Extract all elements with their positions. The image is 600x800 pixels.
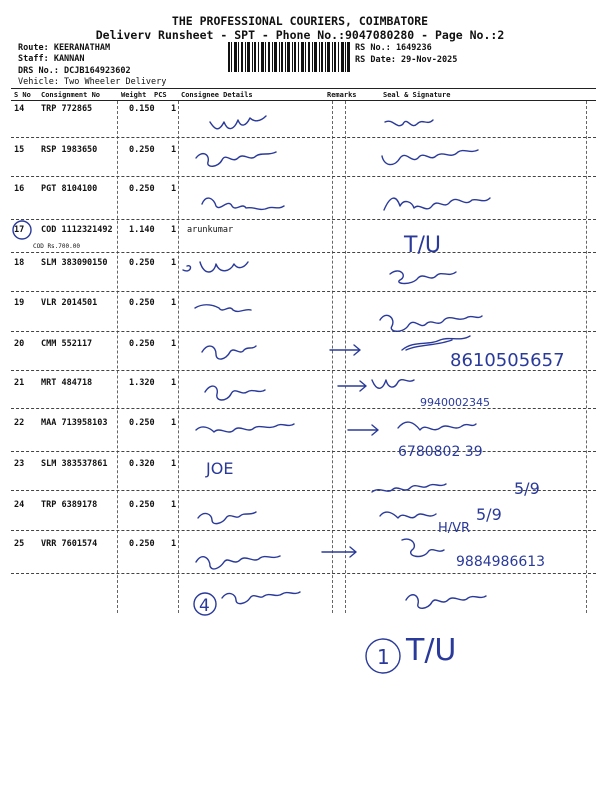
- bottom-circle-number: 1: [377, 645, 390, 669]
- row-divider: [11, 370, 596, 371]
- arrow-mark: [338, 381, 366, 391]
- signature-mark: [382, 150, 478, 165]
- signature-mark: [385, 120, 433, 126]
- row-sno: 21: [14, 378, 25, 388]
- bottom-circle: [194, 593, 216, 615]
- row-divider: [11, 573, 596, 574]
- row-consignment: MRT 484718: [41, 378, 93, 388]
- phone-number: 9940002345: [420, 396, 490, 409]
- route-label: Route: KEERANATHAM: [18, 43, 111, 53]
- row-divider: [11, 252, 596, 253]
- row-weight: 0.250: [129, 539, 155, 549]
- row-pcs: 1: [171, 459, 177, 469]
- col-remarks: Remarks: [327, 91, 357, 99]
- row-divider: [11, 331, 596, 332]
- signature-mark: [202, 198, 284, 209]
- row-weight: 0.320: [129, 459, 155, 469]
- row-pcs: 1: [171, 500, 177, 510]
- row-weight: 0.250: [129, 500, 155, 510]
- row-divider: [11, 451, 596, 452]
- row-divider: [11, 408, 596, 409]
- row-sno: 20: [14, 339, 25, 349]
- handwritten-mark: H/VR: [438, 521, 471, 536]
- col-seal-signature: Seal & Signature: [383, 91, 451, 99]
- row-divider: [11, 219, 596, 220]
- rs-number: RS No.: 1649236: [355, 43, 432, 53]
- row-pcs: 1: [171, 539, 177, 549]
- scribble-mark: [402, 539, 444, 556]
- bottom-circle: [366, 639, 400, 673]
- company-title: THE PROFESSIONAL COURIERS, COIMBATORE: [171, 14, 429, 28]
- row-divider: [11, 137, 596, 138]
- signature-mark: [406, 595, 486, 609]
- bottom-circle-number: 4: [199, 596, 210, 616]
- row-consignment: SLM 383537861: [41, 459, 108, 469]
- arrow-mark: [322, 547, 356, 557]
- row-pcs: 1: [171, 298, 177, 308]
- row-sno: 18: [14, 258, 25, 268]
- row-consignment: VRR 7601574: [41, 539, 98, 549]
- signature-mark: [183, 266, 190, 271]
- row-weight: 0.150: [129, 104, 155, 114]
- signature-mark: [390, 271, 456, 284]
- col-consignment: Consignment No: [41, 91, 101, 99]
- row-pcs: 1: [171, 184, 177, 194]
- cod-amount-note: COD Rs.700.00: [33, 243, 80, 250]
- row-sno: 16: [14, 184, 25, 194]
- row-weight: 1.140: [129, 225, 155, 235]
- phone-number: 8610505657: [450, 350, 565, 371]
- row-consignment: PGT 8104100: [41, 184, 98, 194]
- phone-number: 9884986613: [456, 554, 546, 570]
- phone-number: 6780802 39: [398, 444, 483, 460]
- col-divider: [178, 101, 179, 613]
- signature-mark: [380, 315, 482, 331]
- signature-mark: [202, 346, 256, 359]
- scribble-mark: [398, 422, 476, 430]
- row-pcs: 1: [171, 258, 177, 268]
- row-pcs: 1: [171, 225, 177, 235]
- row-weight: 1.320: [129, 378, 155, 388]
- row-pcs: 1: [171, 378, 177, 388]
- row-weight: 0.250: [129, 258, 155, 268]
- row-pcs: 1: [171, 339, 177, 349]
- signature-mark: [198, 512, 256, 524]
- row-pcs: 1: [171, 104, 177, 114]
- consignee-handwritten: JOE: [206, 459, 234, 478]
- row-sno: 14: [14, 104, 25, 114]
- row-pcs: 1: [171, 145, 177, 155]
- signature-mark: [196, 152, 276, 166]
- col-divider: [117, 101, 118, 613]
- header-bottom-rule: [11, 100, 596, 101]
- col-consignee: Consignee Details: [181, 91, 253, 99]
- col-weight: Weight: [121, 91, 147, 99]
- signature-fraction: 5/9: [476, 505, 502, 524]
- signature-mark: [222, 592, 300, 604]
- row-sno: 23: [14, 459, 25, 469]
- signature-mark: [196, 424, 294, 432]
- signature-mark: [200, 262, 248, 272]
- row-consignment: TRP 772865: [41, 104, 93, 114]
- runsheet-subtitle: Deliverv Runsheet - SPT - Phone No.:9047080280 - Page No.:2: [95, 28, 505, 42]
- signature-mark: [384, 198, 490, 210]
- row-consignee: arunkumar: [187, 225, 234, 235]
- row-weight: 0.250: [129, 418, 155, 428]
- signature-mark: [372, 380, 414, 389]
- row-weight: 0.250: [129, 298, 155, 308]
- signature-mark: [205, 386, 265, 400]
- barcode-image: [228, 42, 350, 72]
- row-consignment: VLR 2014501: [41, 298, 98, 308]
- row-consignment: TRP 6389178: [41, 500, 98, 510]
- signature-mark: [195, 305, 251, 312]
- row-sno: 24: [14, 500, 25, 510]
- row-weight: 0.250: [129, 145, 155, 155]
- col-divider: [332, 101, 333, 613]
- row-sno: 25: [14, 539, 25, 549]
- rs-date: RS Date: 29-Nov-2025: [355, 55, 458, 65]
- signature-mark: [380, 512, 436, 518]
- seal-text: T/U: [404, 233, 441, 258]
- row-weight: 0.250: [129, 184, 155, 194]
- row-sno: 19: [14, 298, 25, 308]
- row-divider: [11, 291, 596, 292]
- row-sno: 17: [14, 225, 25, 235]
- row-consignment: CMM 552117: [41, 339, 93, 349]
- col-divider: [586, 101, 587, 613]
- row-consignment: RSP 1983650: [41, 145, 98, 155]
- row-weight: 0.250: [129, 339, 155, 349]
- row-sno: 22: [14, 418, 25, 428]
- drs-number: DRS No.: DCJB164923602: [18, 66, 131, 76]
- row-consignment: MAA 713958103: [41, 418, 108, 428]
- signature-fraction: 5/9: [514, 479, 540, 498]
- col-pcs: PCS: [154, 91, 167, 99]
- arrow-mark: [348, 425, 378, 435]
- row-pcs: 1: [171, 418, 177, 428]
- row-divider: [11, 530, 596, 531]
- bottom-seal-text: T/U: [406, 633, 457, 668]
- row-consignment: SLM 383090150: [41, 258, 108, 268]
- row-sno: 15: [14, 145, 25, 155]
- header-top-rule: [11, 88, 596, 89]
- signature-mark: [196, 556, 280, 569]
- col-sno: S No: [14, 91, 31, 99]
- vehicle-label: Vehicle: Two Wheeler Delivery: [18, 77, 167, 87]
- row-consignment: COD 1112321492: [41, 225, 113, 235]
- row-divider: [11, 176, 596, 177]
- row-divider: [11, 490, 596, 491]
- staff-label: Staff: KANNAN: [18, 54, 85, 64]
- col-divider: [345, 101, 346, 613]
- signature-mark: [210, 116, 266, 129]
- scribble-mark: [402, 336, 470, 350]
